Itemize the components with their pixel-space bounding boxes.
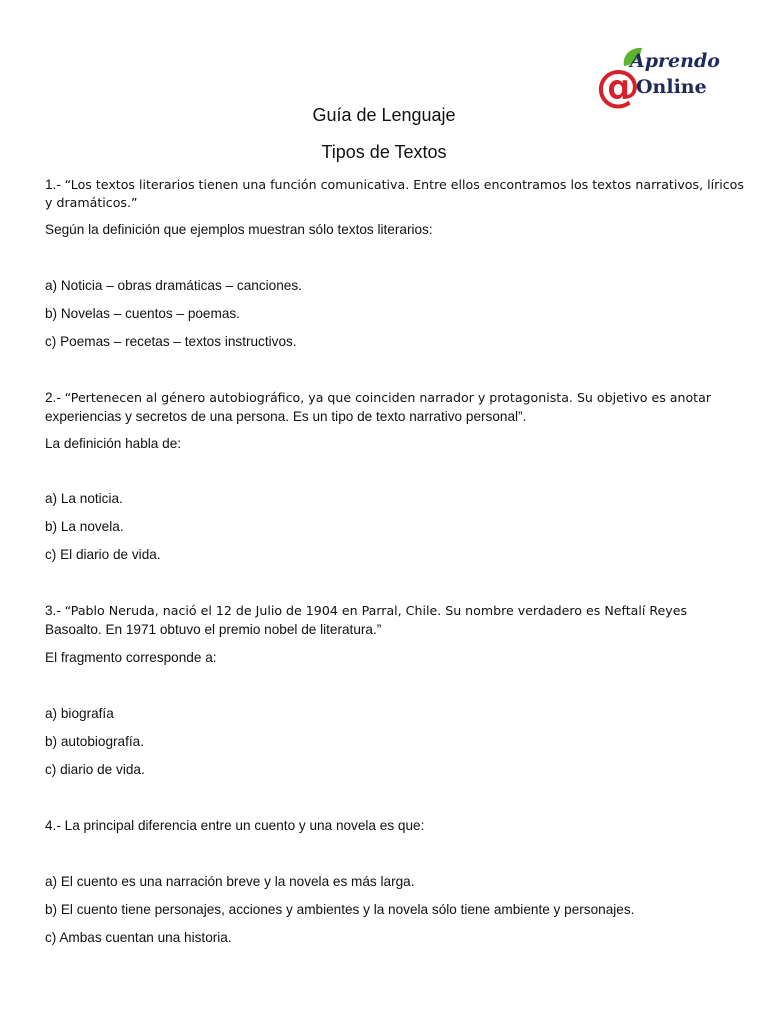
q2-quote-line2: experiencias y secretos de una persona. Es un tipo de texto narrativo personal”. <box>45 409 527 424</box>
logo-at-symbol: @ <box>596 61 640 110</box>
q2-prompt: La definición habla de: <box>45 436 182 451</box>
q1-prompt: Según la definición que ejemplos muestran sólo textos literarios: <box>45 222 433 237</box>
q2-quote-text: “Pertenecen al género autobiográfico, ya que coinciden narrador y protagonista. Su objetivo es anotar <box>64 390 712 405</box>
logo-text-online: Online <box>636 76 707 98</box>
q3-quote-line2: Basoalto. En 1971 obtuvo el premio nobel de literatura.” <box>45 622 382 637</box>
q3-option-a: a) biografía <box>45 706 114 721</box>
q4-option-a: a) El cuento es una narración breve y la novela es más larga. <box>45 874 415 889</box>
q4-option-b: b) El cuento tiene personajes, acciones y ambientes y la novela sólo tiene ambiente y personajes. <box>45 902 635 917</box>
q3-option-b: b) autobiografía. <box>45 734 144 749</box>
q4-prompt: 4.- La principal diferencia entre un cuento y una novela es que: <box>45 818 425 833</box>
q1-option-b: b) Novelas – cuentos – poemas. <box>45 306 240 321</box>
logo-text-aprendo: Aprendo <box>630 50 720 72</box>
q3-quote-line1 <box>45 602 687 620</box>
q1-number: 1.- <box>45 177 61 192</box>
q3-option-c: c) diario de vida. <box>45 762 145 777</box>
q1-quote-text: “Los textos literarios tienen una función comunicativa. Entre ellos encontramos los textos narrativos, líricos <box>64 177 744 192</box>
q2-option-a: a) La noticia. <box>45 491 123 506</box>
page-title: Guía de Lenguaje <box>312 105 456 125</box>
q3-number: 3.- <box>45 603 61 618</box>
q1-quote-line1 <box>45 176 744 194</box>
q3-prompt: El fragmento corresponde a: <box>45 650 217 665</box>
q1-option-a: a) Noticia – obras dramáticas – canciones. <box>45 278 302 293</box>
page-subtitle: Tipos de Textos <box>321 142 447 162</box>
q2-option-b: b) La novela. <box>45 519 124 534</box>
q2-option-c: c) El diario de vida. <box>45 547 161 562</box>
q3-quote-text: “Pablo Neruda, nació el 12 de Julio de 1904 en Parral, Chile. Su nombre verdadero es Neftalí Reyes <box>64 603 688 618</box>
q2-quote-line1 <box>45 389 711 407</box>
q4-option-c: c) Ambas cuentan una historia. <box>45 930 232 945</box>
aprendo-online-logo <box>594 44 734 110</box>
q1-option-c: c) Poemas – recetas – textos instructivos. <box>45 334 297 349</box>
q2-number: 2.- <box>45 390 61 405</box>
q1-quote-line2: y dramáticos.” <box>45 195 138 210</box>
